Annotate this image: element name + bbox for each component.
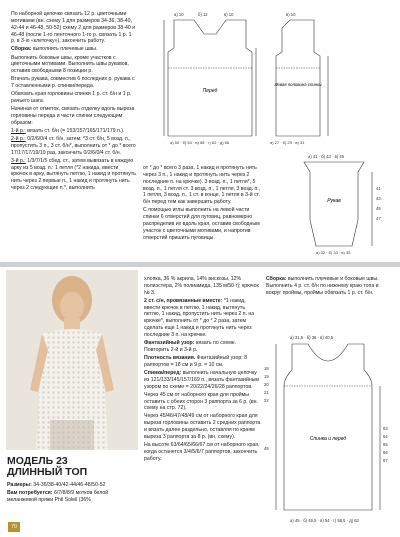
svg-text:a) 32 · б) 33 · в) 35: a) 32 · б) 33 · в) 35 xyxy=(316,250,351,255)
front-label: Перед xyxy=(202,88,218,94)
row-1-text: вязать ст. б/н (= 153/157/165/171/179 п.). xyxy=(27,127,125,134)
svg-text:20: 20 xyxy=(264,382,269,387)
bottom-text-column-2 xyxy=(266,276,390,298)
stitch-1-text: *1 накид, ввести крючок в петлю, 1 накид, вытянуть петлю, 1 накид, пропустить нить через 2 п. на крючке*, выполнить от * до * 2 раза, затем сделать еще 1 накид и протянуть нить через последние 3 п. на крючке. xyxy=(144,297,255,339)
bottom-para-7: На высоте 63/64/65/66/67 см от наборного края, когда останется 3/4/5/6/7 раппортов, закончить работу. xyxy=(144,442,260,462)
sleeve-label: Рукав xyxy=(327,198,341,204)
model-photo-illustration xyxy=(6,270,138,450)
sizes-label: Размеры: xyxy=(7,482,32,488)
svg-text:65: 65 xyxy=(383,442,388,447)
page-number: 70 xyxy=(8,522,20,532)
svg-text:a) 41 · б) 43 · в) 45: a) 41 · б) 43 · в) 45 xyxy=(308,154,345,159)
bottom-para-5: Через 45 см от наборного края для проймы оставить с обеих сторон 3 раппорта за 6 р. (вн. схему на стр. 72). xyxy=(144,391,258,412)
model-number: МОДЕЛЬ 23 xyxy=(7,455,68,467)
row-2-text: 0/2/6/0/4 ст. б/н, затем: *3 ст. б/н, 5 возд. п., пропустить 3 п., 3 ст. б/н*, выполнить от * до * всего 17/17/17/19/19 раз, закончить 0/2/6/0/4 ст. б/н. xyxy=(11,135,136,156)
row-1-label: 1-й р.: xyxy=(11,127,26,134)
section-divider-band xyxy=(0,262,400,267)
top-para-3: Обвязать края горловины спинки 1 р. ст. б/н и 1 р. рачьего шага. xyxy=(11,91,132,105)
top-col2-para-2: С помощью иглы выполнить на левой части спинки 6 отверстий для пуговиц, равномерно распределив их вдоль края, оставив свободным участок с цветочными мотивами, и напротив отверстий пришить пуговицы. xyxy=(143,207,260,241)
model-specs xyxy=(7,482,139,505)
pattern-text: вязать по схеме. Повторить 2-й и 3-й р. xyxy=(144,340,237,353)
body-schematic xyxy=(262,330,394,530)
svg-text:45: 45 xyxy=(376,206,381,211)
row-3-text: 1/3/7/1/5 сбед. ст., затем вывязать в каждую арку из 5 возд. п.: 1 петля (*2 накида, ввести крючок в арку, вытянуть петлю, 1 накид и протянуть нить через 2 первые п., 1 накид и протянуть нить через 2 следующие п.*, выполнить xyxy=(11,157,136,192)
sizes-value: 34-36/38-40/42-44/46-48/50-52 xyxy=(33,482,106,488)
top-assembly-text: выполнить плечевые швы. xyxy=(32,46,98,53)
svg-text:в) 10: в) 10 xyxy=(224,12,234,17)
svg-text:66: 66 xyxy=(383,450,388,455)
svg-text:41: 41 xyxy=(376,186,381,191)
svg-text:21: 21 xyxy=(264,390,269,395)
top-assembly-label: Сборка: xyxy=(11,46,32,53)
svg-text:в) 10: в) 10 xyxy=(286,12,296,17)
sleeve-schematic xyxy=(276,150,391,255)
model-title xyxy=(7,456,87,478)
svg-text:45: 45 xyxy=(264,446,269,451)
top-para-4: Начиная от отметок, связать отделку вдоль выреза горловины переда и части спинки следующим образом: xyxy=(11,106,135,126)
top-para-1: Выполнить боковые швы, кроме участков с цветочными мотивами. Выполнить швы рукавов, оставив свободными 8 позиции р. xyxy=(11,54,129,75)
bottom-para-1: хлопка, 36 % акрила, 14% вискозы, 12% полиэстера, 2% полиамида, 135 м/50 г); крючок № 3. xyxy=(144,276,259,296)
model-name: ДЛИННЫЙ ТОП xyxy=(7,466,88,479)
svg-text:a) 31,5 · б) 36 · в) 40,5: a) 31,5 · б) 36 · в) 40,5 xyxy=(290,335,334,340)
top-intro-paragraph: По наборной цепочке связать 12 р. цветочными мотивами (вн. схему 1 для размеров 34-36, 38-40, 42-44 и 46-48, 50-52) схему 2 для размеров 38-40 и 46-48 (после 1-го ленточного 1-го р. связать 1 р. 1 р. в 3-ю «клеточку»), закончить работу. xyxy=(11,11,136,45)
svg-text:43: 43 xyxy=(376,196,381,201)
gauge-text: Фантазийный узор: 8 раппортов = 18 см и 9 р. = 10 см. xyxy=(144,355,248,368)
row-2-label: 2-й р.: xyxy=(11,135,26,142)
bottom-para-6: Через 45/46/47/48/49 см от наборного края для выреза горловины оставить 2 средних раппорта и вязать далее раздельно, оставляя по краям выреза 3 раппорта за 8 р. (вн. схему). xyxy=(144,413,261,441)
pattern-label: Фантазийный узор: xyxy=(144,340,195,347)
model-photo xyxy=(6,270,138,450)
top-text-column-2 xyxy=(143,165,261,243)
gauge-label: Плотность вязания. xyxy=(144,355,196,362)
back-half-schematic xyxy=(266,8,338,148)
material-value: 6/7/8/8/9 мотков белой меланжевой пряжи Phil Soleil (36% xyxy=(7,490,109,503)
svg-text:a) 45 · б) 49,5 · в) 54 · г) 5: a) 45 · б) 49,5 · в) 54 · г) 58,5 · д) 63 xyxy=(290,518,359,523)
svg-text:47: 47 xyxy=(376,216,381,221)
row-3-label: 3-й р.: xyxy=(11,157,26,164)
svg-text:a) 27 · б) 29 · в) 31: a) 27 · б) 29 · в) 31 xyxy=(270,140,305,145)
back-front-text: выполнить начальную цепочку из 121/133/145/157/169 п., вязать фантазийным узором по схеме = 20/22/24/26/28 раппортов. xyxy=(144,369,260,390)
svg-text:a) 50 · б) 54 · в) 58 · г) 62: a) 50 · б) 54 · в) 58 · г) 62 · д) 66 xyxy=(170,140,230,145)
svg-text:18: 18 xyxy=(264,366,269,371)
top-para-2: Втачать рукава, совместив 6 последних р. рукава с 7 оставленными р. спинки/переда. xyxy=(11,76,135,90)
svg-text:19: 19 xyxy=(264,374,269,379)
svg-text:б) 12: б) 12 xyxy=(198,12,208,17)
bottom-assembly-text: выполнить плечевые и боковые швы. Выполнить 4 р. ст. б/н по нижнему краю топа и вокруг проймы, проймы обвязать 1 р. ст. б/н. xyxy=(266,276,379,296)
top-text-column-1 xyxy=(11,11,136,193)
back-front-label: Спинка/перед: xyxy=(144,369,182,376)
back-half-label: Левая половина спинки xyxy=(274,82,322,87)
bottom-assembly-label: Сборка: xyxy=(266,276,287,282)
svg-text:a) 10: a) 10 xyxy=(174,12,184,17)
top-col2-para-1: от * до * всего 3 раза, 1 накид и протянуть нить через 3 п., 1 накид и протянуть нить через 2 последние п. на крючке). 3 возд. п., 1 петля*, 5 возд. п., 1 петля ст. 3 возд. п., 1 петля, 3 возд. п., 1 петля, 3 возд. п., 1 ст. в конце, 1 петля в 3-й ст. б/н перед тем как завершить работу. xyxy=(143,165,261,206)
svg-text:Левая половина спинки xyxy=(273,82,322,87)
material-label: Вам потребуется: xyxy=(7,490,53,497)
bottom-text-column-1 xyxy=(144,276,262,464)
front-schematic xyxy=(160,8,260,148)
stitch-1-label: 2 ст. с/н, провязанные вместе: xyxy=(144,297,223,304)
svg-text:67: 67 xyxy=(383,458,388,463)
body-label: Спинка и перед xyxy=(309,436,347,442)
svg-text:64: 64 xyxy=(383,434,388,439)
svg-text:63: 63 xyxy=(383,426,388,431)
svg-text:22: 22 xyxy=(264,398,269,403)
